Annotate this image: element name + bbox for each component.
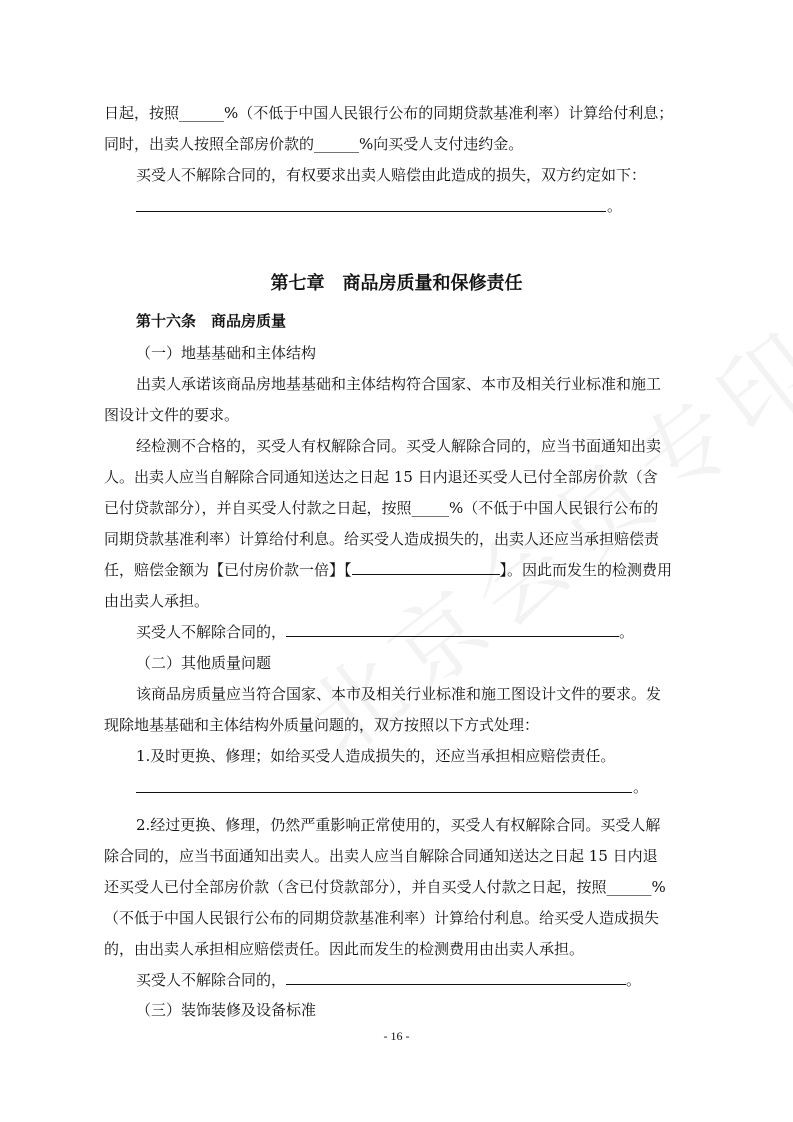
fill-in-blank-line[interactable] [136,211,606,212]
section-heading: （三）装饰装修及设备标准 [136,1001,317,1019]
text-line: 现除地基基础和主体结构外质量问题的，双方按照以下方式处理： [104,716,540,734]
text-line: 的，由出卖人承担相应赔偿责任。因此而发生的检测费用由出卖人承担。 [104,940,585,958]
text-line: 同期贷款基准利率）计算给付利息。给买受人造成损失的，出卖人还应当承担赔偿责 [104,530,660,548]
text-segment: 任，赔偿金额为【已付房价款一倍】【 [104,561,352,579]
article-title: 第十六条 商品房质量 [136,312,287,330]
text-segment: 买受人不解除合同的， [136,971,287,989]
text-line: （不低于中国人民银行公布的同期贷款基准利率）计算给付利息。给买受人造成损失 [104,909,660,927]
text-line: 还买受人已付全部房价款（含已付贷款部分），并自买受人付款之日起，按照______% [104,878,666,896]
text-line: 日起，按照______%（不低于中国人民银行公布的同期贷款基准利率）计算给付利息； [104,104,674,122]
text-segment: 买受人不解除合同的， [136,623,287,641]
page-number: - 16 - [383,1029,410,1043]
text-line: 已付贷款部分），并自买受人付款之日起，按照_____%（不低于中国人民银行公布的 [104,499,659,517]
text-line: 该商品房质量应当符合国家、本市及相关行业标准和施工图设计文件的要求。发 [136,685,662,703]
text-line: 由出卖人承担。 [104,592,210,610]
text-line: 同时，出卖人按照全部房价款的______%向买受人支付违约金。 [104,135,524,153]
text-line [136,622,634,642]
fill-in-blank-line[interactable] [136,792,632,793]
text-line [104,560,672,580]
fill-in-blank-line[interactable] [286,970,626,985]
line-end-mark: 。 [607,197,623,215]
text-line: 买受人不解除合同的，有权要求出卖人赔偿由此造成的损失，双方约定如下： [136,166,647,184]
section-heading: （二）其他质量问题 [136,654,272,672]
compensation-blank[interactable] [352,560,500,575]
text-line: 1.及时更换、修理；如给买受人造成损失的，还应当承担相应赔偿责任。 [136,747,616,765]
text-line [136,970,641,990]
chapter-title: 第七章 商品房质量和保修责任 [270,273,523,294]
text-line: 除合同的，应当书面通知出卖人。出卖人应当自解除合同通知送达之日起 15 日内退 [104,847,658,865]
fill-in-blank-line[interactable] [286,622,619,637]
text-line: 2.经过更换、修理，仍然严重影响正常使用的，买受人有权解除合同。买受人解 [136,816,661,834]
line-end-mark: 。 [619,623,635,641]
line-end-mark: 。 [633,778,649,796]
text-line: 出卖人承诺该商品房地基基础和主体结构符合国家、本市及相关行业标准和施工 [136,375,662,393]
section-heading: （一）地基基础和主体结构 [136,344,317,362]
text-line: 经检测不合格的，买受人有权解除合同。买受人解除合同的，应当书面通知出卖 [136,437,662,455]
line-end-mark: 。 [626,971,642,989]
text-segment: 】。因此而发生的检测费用 [499,561,673,579]
text-line: 人。出卖人应当自解除合同通知送达之日起 15 日内退还买受人已付全部房价款（含 [104,468,658,486]
text-line: 图设计文件的要求。 [104,406,240,424]
